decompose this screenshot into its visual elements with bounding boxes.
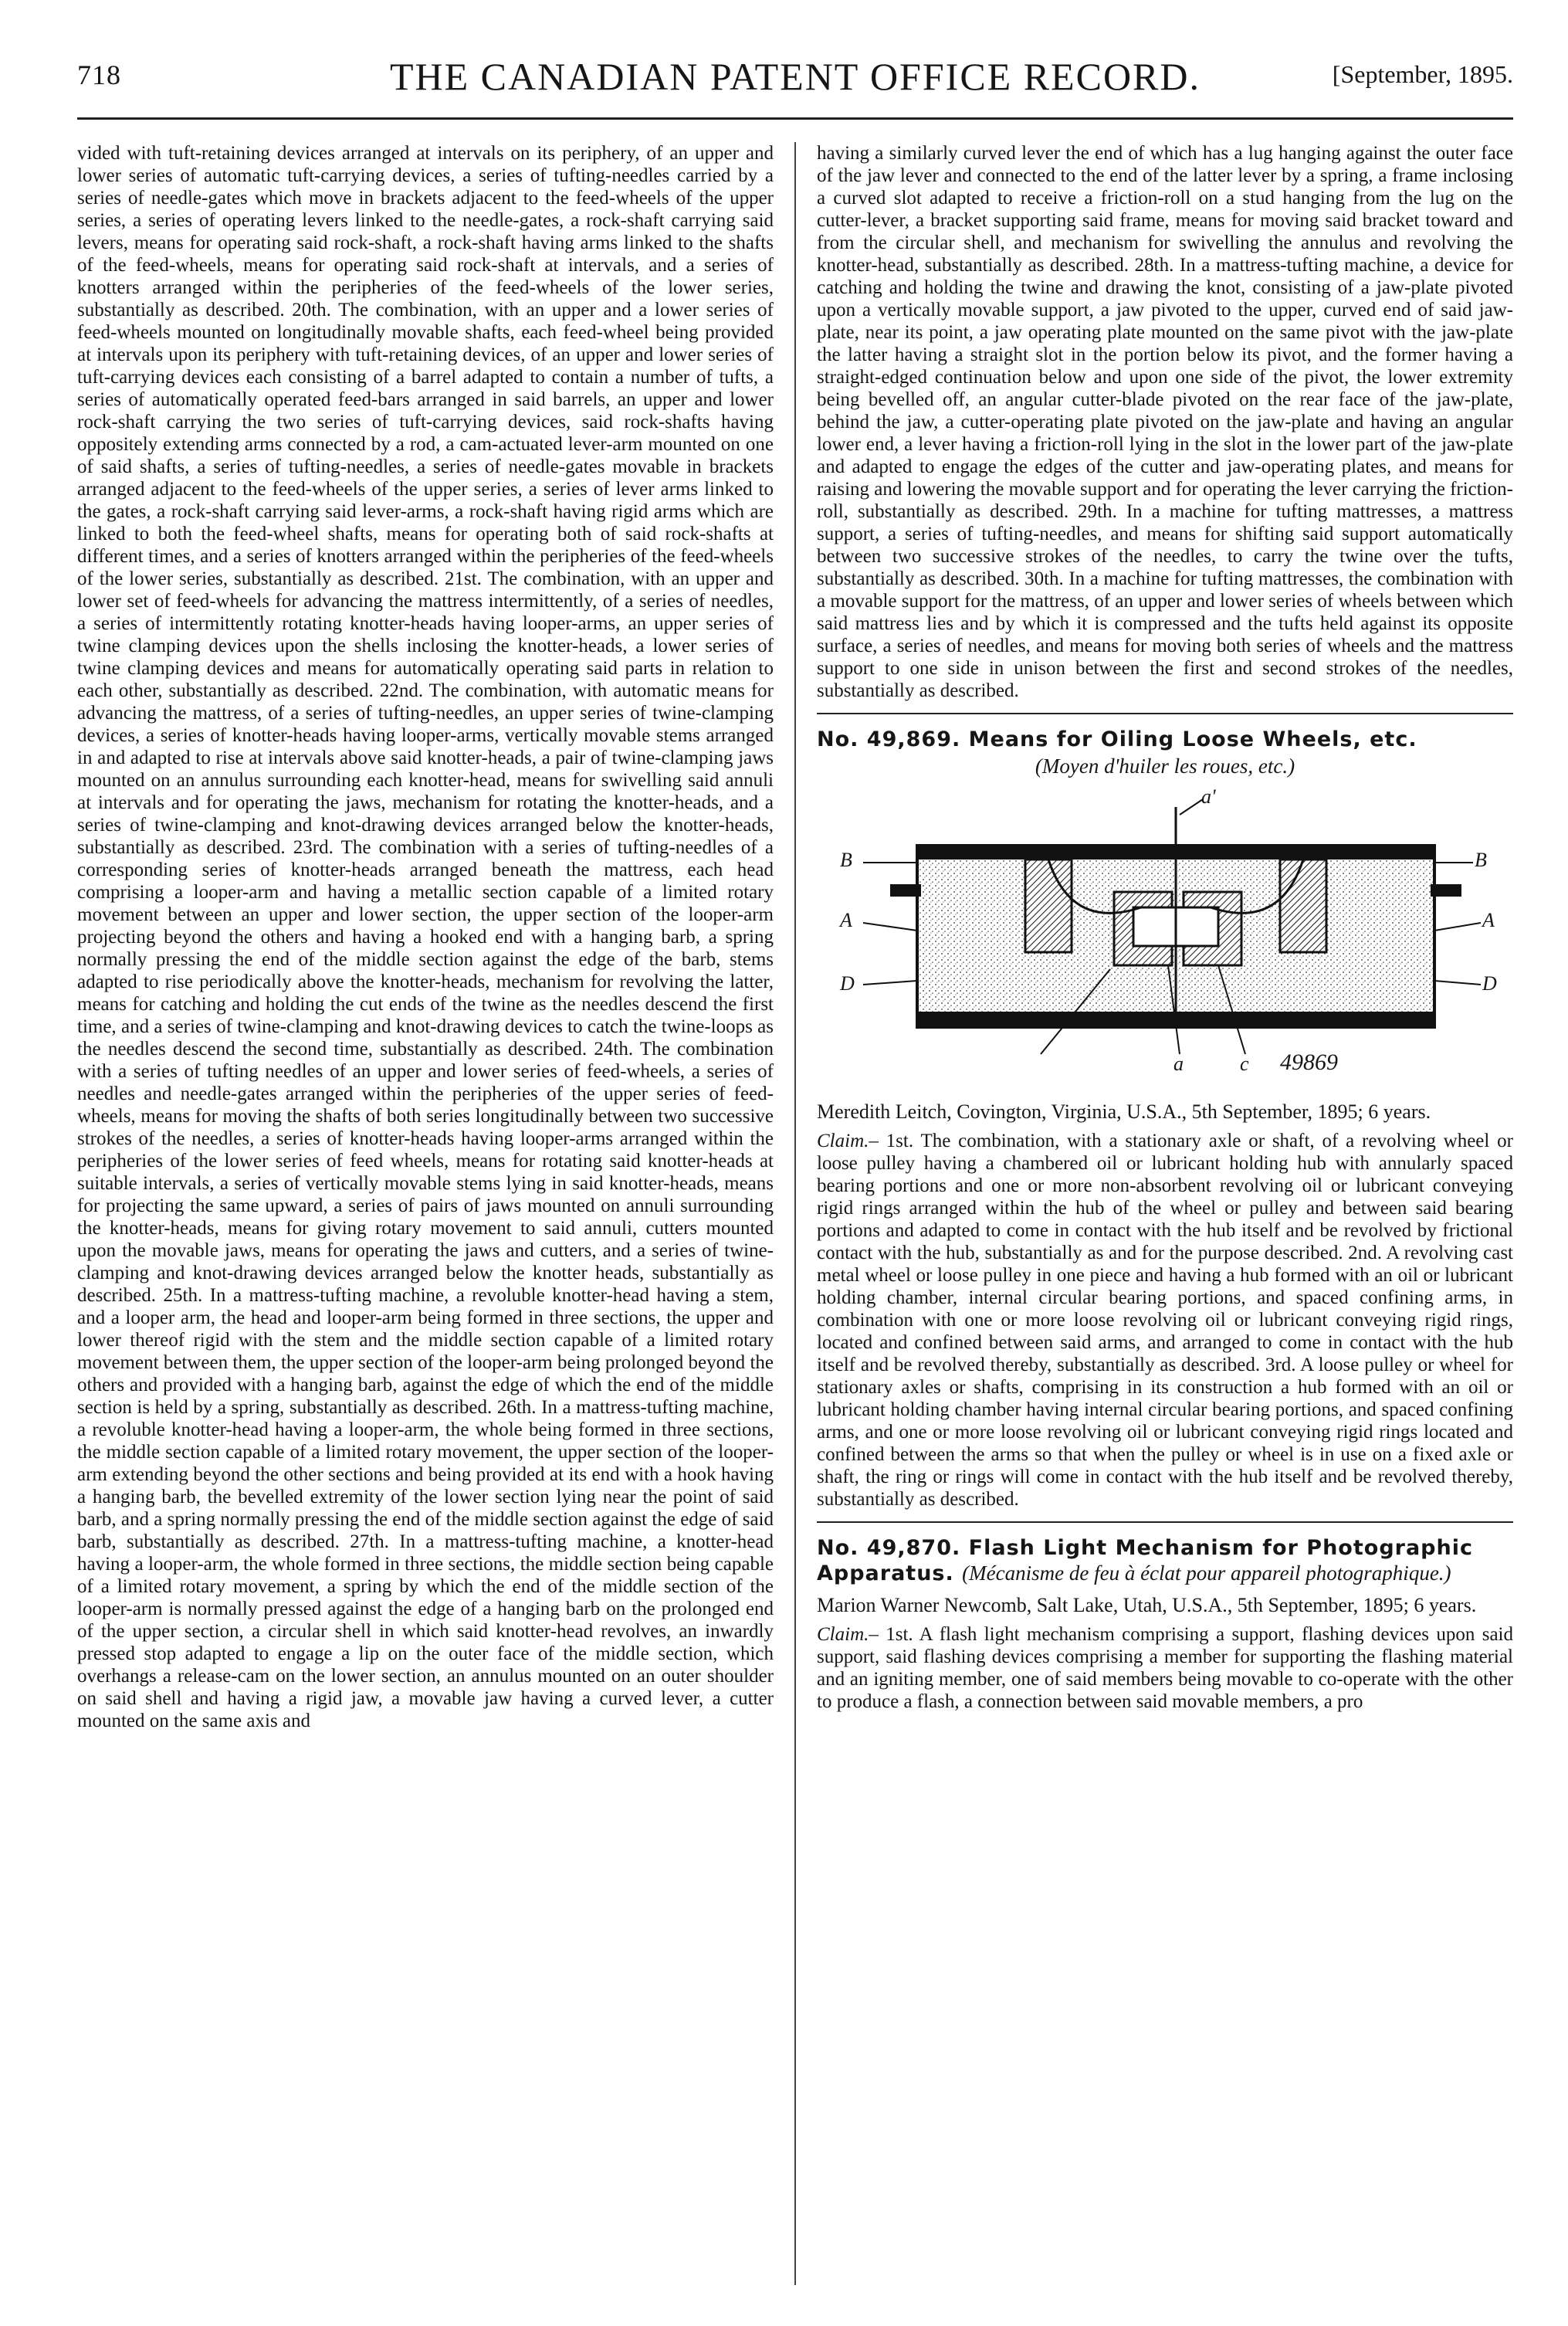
- patent-49869-patentee: Meredith Leitch, Covington, Virginia, U.S.A., 5th September, 1895; 6 years.: [817, 1100, 1431, 1123]
- figure-label-b-right: B: [1475, 849, 1487, 871]
- header-rule: [77, 117, 1513, 120]
- patent-49869-claim-label: Claim.: [817, 1131, 869, 1151]
- figure-label-a-bottom: a: [1173, 1053, 1184, 1075]
- figure-label-a-right: A: [1482, 909, 1495, 931]
- column-divider: [794, 142, 796, 2285]
- patent-49869-number: No. 49,869.: [817, 727, 961, 751]
- left-column-text: vided with tuft-retaining devices arranged at intervals on its periphery, of an upper and lower series of automatic tuft-carrying devices, a series of tufting-needles carried by a series of needle-gates which move in brackets adjacent to the feed-wheels of the upper series, a series of operating levers linked to the needle-gates, a rock-shaft carrying said levers, means for operating said rock-shaft, a rock-shaft having arms linked to the shafts of the feed-wheels, means for operating said rock-shaft at intervals, and a series of knotters arranged within the peripheries of the feed-wheels of the lower series, substantially as described. 20th. The combination, with an upper and a lower series of feed-wheels mounted on longitudinally movable shafts, each feed-wheel being provided at intervals upon its periphery with tuft-retaining devices, of an upper and lower series of tuft-carrying devices each consisting of a barrel adapted to contain a number of tufts, a series of automatically operated feed-bars arranged in said barrels, an upper and lower rock-shaft carrying the two series of tuft-carrying devices, said rock-shafts having oppositely extending arms connected by a rod, a cam-actuated lever-arm mounted on one of said shafts, a series of tufting-needles, a series of needle-gates movable in brackets arranged adjacent to the feed-wheels of the upper series, a series of lever arms linked to the gates, a rock-shaft carrying said lever-arms, a rock-shaft having rigid arms which are linked to both the feed-wheel shafts, means for operating both of said rock-shafts at different times, and a series of knotters arranged within the peripheries of the feed-wheels of the lower series, substantially as described. 21st. The combination, with an upper and lower set of feed-wheels for advancing the mattress intermittently, of a series of needles, a series of intermittently rotating knotter-heads having looper-arms, an upper series of twine clamping devices upon the shells inclosing the knotter-heads, a lower series of twine clamping devices and means for automatically operating said parts in relation to each other, substantially as described. 22nd. The combination, with automatic means for advancing the mattress, of a series of tufting-needles, an upper series of twine-clamping devices, a series of knotter-heads having looper-arms, vertically movable stems arranged in and adapted to rise at intervals above said knotter-heads, a pair of twine-clamping jaws mounted on an annulus surrounding each knotter-head, means for swivelling said annuli at intervals and for operating the jaws, mechanism for rotating the knotter-heads, and a series of twine-clamping and knot-drawing devices arranged below the knotter-heads, substantially as described. 23rd. The combination with a series of tufting-needles of a corresponding series of knotter-heads arranged beneath the mattress, each head comprising a looper-arm and having a metallic section capable of a limited rotary movement between an upper and lower section, the upper section of the looper-arm projecting beyond the others and having a hooked end with a hanging barb, a spring normally pressing the end of the middle section against the edge of the barb, stems adapted to rise periodically above the knotter-heads, mechanism for revolving the latter, means for catching and holding the cut ends of the twine as the needles descend the first time, and a series of twine-clamping and knot-drawing devices to catch the twine-loops as the needles descend the second time, substantially as described. 24th. The combination with a series of tufting needles of an upper and lower series of feed-wheels, a series of needles and needle-gates arranged within the peripheries of the upper series of feed-wheels, means for moving the shafts of both series longitudinally between two successive strokes of the needles, a series of knotter-heads having looper-arms arranged within the peripheries of the lower series of feed wheels, means for rotating said knotter-heads at suitable intervals, a series of vertically movable stems lying in said knotter-heads, means for projecting the same upward, a series of pairs of jaws mounted on annuli surrounding the knotter-heads, means for giving rotary movement to said annuli, cutters mounted upon the movable jaws, means for operating the jaws and cutters, and a series of twine-clamping and knot-drawing devices arranged below the knotter heads, substantially as described. 25th. In a mattress-tufting machine, a revoluble knotter-head having a stem, and a looper arm, the head and looper-arm being formed in three sections, the upper and lower thereof rigid with the stem and the middle section capable of a limited rotary movement between them, the upper section of the looper-arm being prolonged beyond the others and provided with a hanging barb, against the edge of which the end of the middle section is held by a spring, substantially as described. 26th. In a mattress-tufting machine, a revoluble knotter-head having a looper-arm, the whole being formed in three sections, the middle section capable of a limited rotary movement, the upper section of the looper-arm extending beyond the other sections and being provided at its end with a hook having a hanging barb, the bevelled extremity of the lower section lying near the point of said barb, and a spring normally pressing the end of the middle section against the edge of said barb, substantially as described. 27th. In a mattress-tufting machine, a knotter-head having a looper-arm, the whole formed in three sections, the middle section being capable of a limited rotary movement, a spring by which the end of the middle section of the looper-arm is normally pressed against the edge of a hanging barb on the prolonged end of the upper section, a circular shell in which said knotter-head revolves, an inwardly pressed stop adapted to engage a lip on the outer face of the middle section, which overhangs a release-cam on the lower section, an annulus mounted on an outer shoulder on said shell and having a rigid jaw, a movable jaw having a curved lever, a cutter mounted on the same axis and: [77, 143, 774, 1731]
- patent-49870-claim-label: Claim.: [817, 1624, 869, 1645]
- patent-49870-title: Flash Light Mechanism for Photographic Apparatus.: [817, 1536, 1473, 1585]
- patent-49870-patentee: Marion Warner Newcomb, Salt Lake, Utah, U.S.A., 5th September, 1895; 6 years.: [817, 1594, 1477, 1616]
- figure-label-top: a': [1201, 785, 1216, 808]
- oil-hub-drawing: [817, 792, 1513, 1085]
- patent-49869-heading: [817, 727, 1513, 752]
- patent-49870-number: No. 49,870.: [817, 1536, 961, 1560]
- section-rule: [817, 713, 1513, 714]
- page-header: [77, 54, 1513, 100]
- figure-label-d-right: D: [1482, 972, 1497, 995]
- figure-label-b-left: B: [840, 849, 852, 871]
- page-number: 718: [77, 59, 121, 90]
- figure-label-c-bottom: c: [1240, 1053, 1249, 1075]
- patent-49869-french-title: (Moyen d'huiler les roues, etc.): [1035, 754, 1295, 778]
- figure-number: 49869: [1280, 1049, 1338, 1075]
- figure-label-a-left: A: [840, 909, 852, 931]
- issue-date: [September, 1895.: [1332, 60, 1513, 88]
- left-column: [77, 142, 774, 2297]
- patent-49870-claims: [817, 1623, 1513, 1713]
- patent-49869-figure: [817, 785, 1513, 1085]
- patent-49870-french-title: (Mécanisme de feu à éclat pour appareil photographique.): [962, 1561, 1451, 1585]
- section-rule: [817, 1521, 1513, 1523]
- journal-title: THE CANADIAN PATENT OFFICE RECORD.: [389, 55, 1201, 98]
- patent-49869-claims: [817, 1130, 1513, 1511]
- figure-label-d-left: D: [840, 972, 855, 995]
- patent-49870-claim-text: – 1st. A flash light mechanism comprising a support, flashing devices upon said support, said flashing devices comprising a member for supporting the flashing material and an igniting member, one of said members being movable to co-operate with the other to produce a flash, a connection between said movable members, a pro: [817, 1624, 1513, 1712]
- patent-49869-title: Means for Oiling Loose Wheels, etc.: [968, 727, 1417, 751]
- right-column-continuation: having a similarly curved lever the end of which has a lug hanging against the outer face of the jaw lever and connected to the end of the latter lever by a spring, a frame inclosing a curved slot adapted to receive a friction-roll on a stud hanging from the lug on the cutter-lever, a bracket supporting said frame, means for moving said bracket toward and from the circular shell, and mechanism for swivelling the annulus and revolving the knotter-head, substantially as described. 28th. In a mattress-tufting machine, a device for catching and holding the twine and drawing the knot, consisting of a jaw-plate pivoted upon a vertically movable support, a jaw pivoted to the upper, curved end of said jaw-plate, near its point, a jaw operating plate mounted on the same pivot with the jaw-plate the latter having a straight slot in the portion below its pivot, and the former having a straight-edged continuation below and upon one side of the pivot, the lower extremity being bevelled off, an angular cutter-blade pivoted on the rear face of the jaw-plate, behind the jaw, a cutter-operating plate pivoted on the jaw-plate and having an angular lower end, a lever having a friction-roll lying in the slot in the lower part of the jaw-plate and adapted to engage the edges of the cutter and jaw-operating plates, and means for raising and lowering the movable support and for operating the lever carrying the friction-roll, substantially as described. 29th. In a machine for tufting mattresses, a mattress support, a series of tufting-needles, and means for shifting said support automatically between two successive strokes of the needles, to carry the twine over the tufts, substantially as described. 30th. In a machine for tufting mattresses, the combination with a movable support for the mattress, of an upper and lower series of wheels between which said mattress lies and by which it is compressed and the tufts held against its opposite surface, a series of needles, and means for moving both series of wheels and the mattress support to one side in unison between the first and second strokes of the needles, substantially as described.: [817, 143, 1513, 701]
- right-column: [817, 142, 1513, 2297]
- patent-49869-claim-text: – 1st. The combination, with a stationary axle or shaft, of a revolving wheel or loose pulley having a chambered oil or lubricant holding hub with annularly spaced bearing portions and one or more non-absorbent revolving oil or lubricant conveying rigid rings arranged within the hub of the wheel or pulley and between said bearing portions and adapted to come in contact with the hub itself and be revolved by frictional contact with the hub, substantially as and for the purpose described. 2nd. A revolving cast metal wheel or loose pulley in one piece and having a hub formed with an oil or lubricant holding chamber, internal circular bearing portions, and spaced confining arms, in combination with one or more loose revolving oil or lubricant conveying rigid rings, located and confined between said arms, and arranged to come in contact with the hub itself and be revolved thereby, substantially as described. 3rd. A loose pulley or wheel for stationary axles or shafts, comprising in its construction a hub formed with an oil or lubricant holding chamber having internal circular bearing portions, and spaced confining arms, and one or more loose revolving oil or lubricant conveying rigid rings located and confined between the arms so that when the pulley or wheel is in use on a fixed axle or shaft, the ring or rings will come in contact with the hub itself and be revolved thereby, substantially as described.: [817, 1131, 1513, 1510]
- patent-49870-heading: [817, 1535, 1513, 1586]
